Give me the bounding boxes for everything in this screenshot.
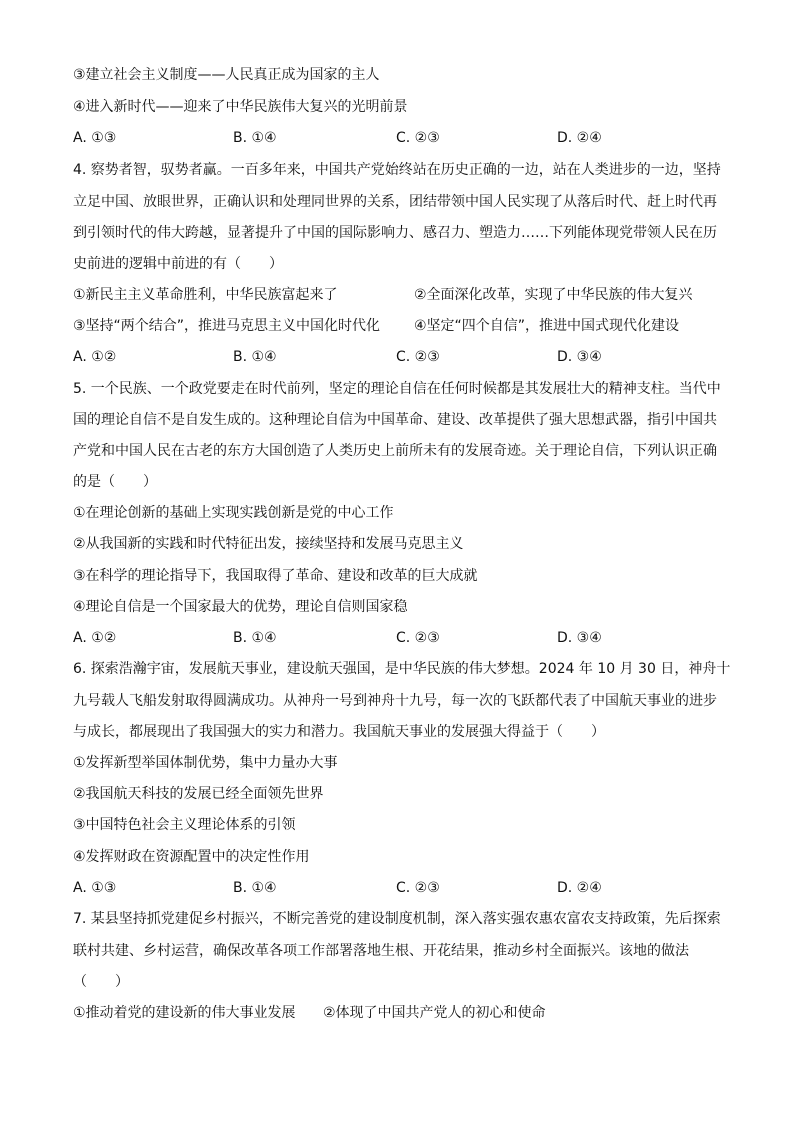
q4-option-c: C. ②③	[396, 349, 440, 365]
q7-stem-line-1: 7. 某县坚持抓党建促乡村振兴，不断完善党的建设制度机制，深入落实强农惠农富农支持政策，先后探索	[73, 911, 721, 927]
q5-statement-3: ③在科学的理论指导下，我国取得了革命、建设和改革的巨大成就	[73, 568, 478, 584]
q7-statement-2: ②体现了中国共产党人的初心和使命	[323, 1005, 546, 1021]
q4-option-b: B. ①④	[233, 349, 277, 365]
q5-statement-4: ④理论自信是一个国家最大的优势，理论自信则国家稳	[73, 599, 408, 615]
q4-statement-1: ①新民主主义革命胜利，中华民族富起来了	[73, 287, 338, 303]
q4-stem-line-3: 到引领时代的伟大跨越，显著提升了中国的国际影响力、感召力、塑造力……下列能体现党带领人民在历	[73, 225, 717, 241]
q3-option-c: C. ②③	[396, 130, 440, 146]
q4-stem-line-4: 史前进的逻辑中前进的有（ ）	[73, 256, 283, 272]
q6-stem-line-1: 6. 探索浩瀚宇宙，发展航天事业，建设航天强国，是中华民族的伟大梦想。2024 年 10 月 30 日，神舟十	[73, 661, 731, 677]
q4-statement-3: ③坚持“两个结合”，推进马克思主义中国化时代化	[73, 318, 381, 334]
q5-stem-line-1: 5. 一个民族、一个政党要走在时代前列，坚定的理论自信在任何时候都是其发展壮大的精神支柱。当代中	[73, 381, 721, 397]
q4-stem-line-1: 4. 察势者智，驭势者赢。一百多年来，中国共产党始终站在历史正确的一边，站在人类进步的一边，坚持	[73, 162, 721, 178]
q4-statement-2: ②全面深化改革，实现了中华民族的伟大复兴	[414, 287, 693, 303]
q5-stem-line-3: 产党和中国人民在古老的东方大国创造了人类历史上前所未有的发展奇迹。关于理论自信，下列认识正确	[73, 443, 717, 459]
q4-statement-4: ④坚定“四个自信”，推进中国式现代化建设	[414, 318, 680, 334]
q7-stem-line-2: 联村共建、乡村运营，确保改革各项工作部署落地生根、开花结果，推动乡村全面振兴。该地的做法	[73, 943, 689, 959]
q3-statement-4: ④进入新时代——迎来了中华民族伟大复兴的光明前景	[73, 99, 408, 115]
q6-option-c: C. ②③	[396, 880, 440, 896]
q6-statement-3: ③中国特色社会主义理论体系的引领	[73, 817, 296, 833]
q7-statement-1: ①推动着党的建设新的伟大事业发展	[73, 1005, 296, 1021]
q6-statement-1: ①发挥新型举国体制优势，集中力量办大事	[73, 755, 338, 771]
q3-option-b: B. ①④	[233, 130, 277, 146]
q6-option-a: A. ①③	[73, 880, 117, 896]
q3-option-d: D. ②④	[557, 130, 602, 146]
q3-option-a: A. ①③	[73, 130, 117, 146]
q3-statement-3: ③建立社会主义制度——人民真正成为国家的主人	[73, 67, 380, 83]
q5-stem-line-2: 国的理论自信不是自发生成的。这种理论自信为中国革命、建设、改革提供了强大思想武器，指引中国共	[73, 412, 717, 428]
q6-option-b: B. ①④	[233, 880, 277, 896]
q7-stem-line-3: （ ）	[73, 974, 129, 990]
q5-statement-1: ①在理论创新的基础上实现实践创新是党的中心工作	[73, 505, 394, 521]
q6-stem-line-2: 九号载人飞船发射取得圆满成功。从神舟一号到神舟十九号，每一次的飞跃都代表了中国航天事业的进步	[73, 693, 717, 709]
q5-stem-line-4: 的是（ ）	[73, 474, 157, 490]
q5-option-b: B. ①④	[233, 630, 277, 646]
q4-stem-line-2: 立足中国、放眼世界，正确认识和处理同世界的关系，团结带领中国人民实现了从落后时代、赶上时代再	[73, 194, 717, 210]
q5-option-a: A. ①②	[73, 630, 117, 646]
q5-option-c: C. ②③	[396, 630, 440, 646]
q6-stem-line-3: 与成长，都展现出了我国强大的实力和潜力。我国航天事业的发展强大得益于（ ）	[73, 724, 605, 740]
q4-option-d: D. ③④	[557, 349, 602, 365]
q4-option-a: A. ①②	[73, 349, 117, 365]
q6-statement-2: ②我国航天科技的发展已经全面领先世界	[73, 786, 324, 802]
q5-statement-2: ②从我国新的实践和时代特征出发，接续坚持和发展马克思主义	[73, 536, 464, 552]
q5-option-d: D. ③④	[557, 630, 602, 646]
q6-option-d: D. ②④	[557, 880, 602, 896]
q6-statement-4: ④发挥财政在资源配置中的决定性作用	[73, 849, 310, 865]
